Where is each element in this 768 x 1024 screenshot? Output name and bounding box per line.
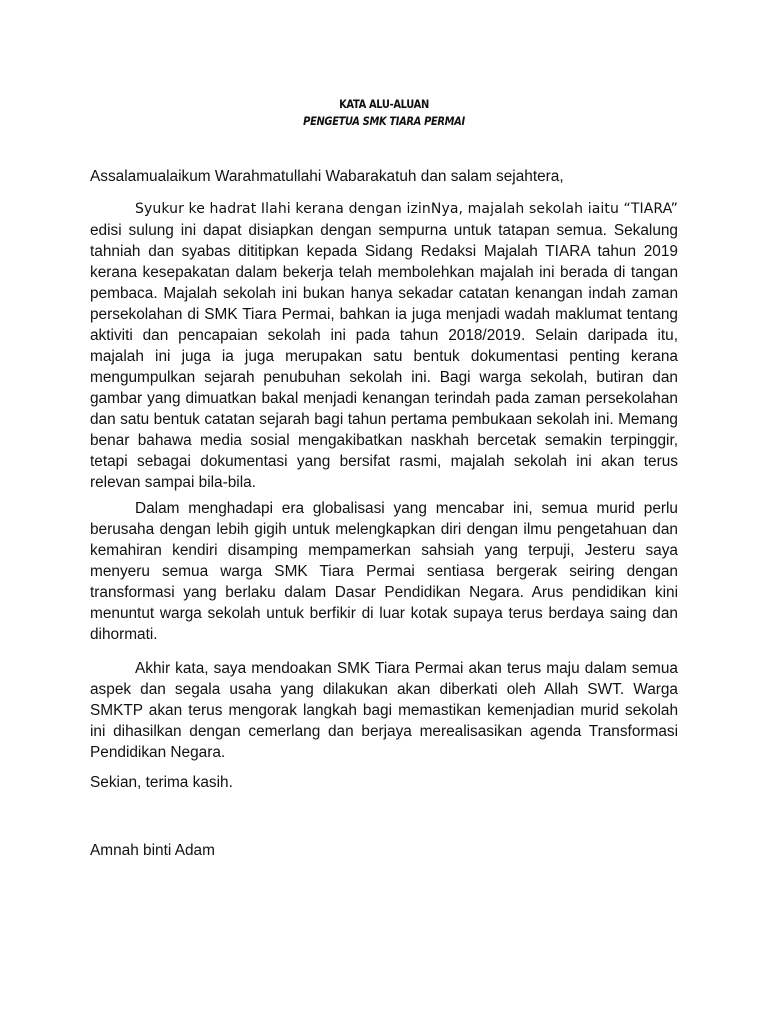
greeting-line: Assalamualaikum Warahmatullahi Wabarakatuh dan salam sejahtera, bbox=[90, 168, 564, 185]
paragraph-1-body: edisi sulung ini dapat disiapkan dengan sempurna untuk tatapan semua. Sekalung tahniah dan syabas dititipkan kepada Sidang Redaksi Majalah TIARA tahun 2019 kerana kesepakatan dalam bekerja telah membolehkan majalah ini berada di tangan pembaca. Majalah sekolah ini bukan hanya sekadar catatan kenangan indah zaman persekolahan di SMK Tiara Permai, bahkan ia juga menjadi wadah maklumat tentang aktiviti dan pencapaian sekolah ini pada tahun 2018/2019. Selain daripada itu, majalah ini juga ia juga merupakan satu bentuk dokumentasi penting kerana mengumpulkan sejarah penubuhan sekolah ini. Bagi warga sekolah, butiran dan gambar yang dimuatkan bakal menjadi kenangan terindah pada zaman persekolahan dan satu bentuk catatan sejarah bagi tahun pertama pembukaan sekolah ini. Memang benar bahawa media sosial mengakibatkan naskhah bercetak semakin terpinggir, tetapi sebagai dokumentasi yang bersifat rasmi, majalah sekolah ini akan terus relevan sampai bila-bila. bbox=[90, 222, 678, 491]
closing-line: Sekian, terima kasih. bbox=[90, 774, 233, 791]
document-subtitle: PENGETUA SMK TIARA PERMAI bbox=[303, 114, 465, 128]
signature-name: Amnah binti Adam bbox=[90, 842, 215, 859]
paragraph-1 bbox=[90, 198, 678, 493]
paragraph-2: Dalam menghadapi era globalisasi yang mencabar ini, semua murid perlu berusaha dengan lebih gigih untuk melengkapkan diri dengan ilmu pengetahuan dan kemahiran kendiri disamping mempamerkan sahsiah yang terpuji, Jesteru saya menyeru semua warga SMK Tiara Permai sentiasa bergerak seiring dengan transformasi yang berlaku dalam Dasar Pendidikan Negara. Arus pendidikan kini menuntut warga sekolah untuk berfikir di luar kotak supaya terus berdaya saing dan dihormati. bbox=[90, 500, 678, 643]
document-title: KATA ALU-ALUAN bbox=[339, 97, 429, 111]
paragraph-1-lead: Syukur ke hadrat Ilahi kerana dengan izinNya, majalah sekolah iaitu “TIARA” bbox=[135, 201, 678, 217]
paragraph-3: Akhir kata, saya mendoakan SMK Tiara Permai akan terus maju dalam semua aspek dan segala usaha yang dilakukan akan diberkati oleh Allah SWT. Warga SMKTP akan terus mengorak langkah bagi memastikan kemenjadian murid sekolah ini dihasilkan dengan cemerlang dan berjaya merealisasikan agenda Transformasi Pendidikan Negara. bbox=[90, 660, 678, 761]
